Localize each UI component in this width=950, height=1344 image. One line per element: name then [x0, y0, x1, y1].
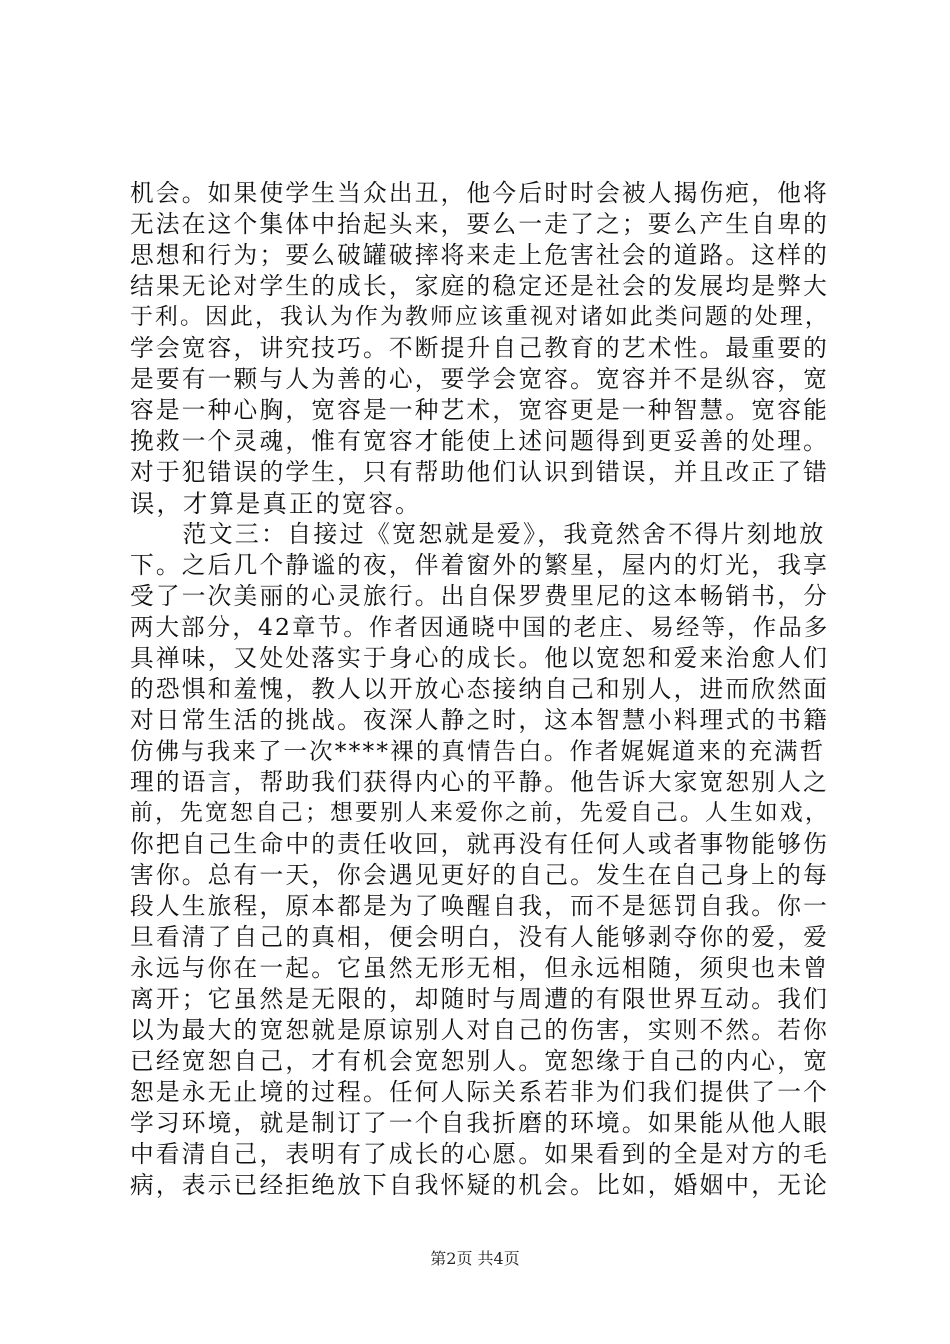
body-text	[130, 178, 830, 1201]
text-line: 范文三：自接过《宽恕就是爱》，我竟然舍不得片刻地放	[130, 520, 826, 548]
text-line: 的恐惧和羞愧，教人以开放心态接纳自己和别人，进而欣然面	[130, 675, 829, 703]
text-line: 具禅味，又处处落实于身心的成长。他以宽恕和爱来治愈人们	[130, 644, 829, 672]
text-line: 对于犯错误的学生，只有帮助他们认识到错误，并且改正了错	[130, 458, 829, 486]
text-line: 以为最大的宽恕就是原谅别人对自己的伤害，实则不然。若你	[130, 1016, 829, 1044]
text-line: 下。之后几个静谧的夜，伴着窗外的繁星，屋内的灯光，我享	[130, 551, 829, 579]
text-line: 是要有一颗与人为善的心，要学会宽容。宽容并不是纵容，宽	[130, 365, 829, 393]
text-line: 病，表示已经拒绝放下自我怀疑的机会。比如，婚姻中，无论	[130, 1171, 829, 1199]
text-line: 误，才算是真正的宽容。	[130, 489, 422, 518]
text-line: 学会宽容，讲究技巧。不断提升自己教育的艺术性。最重要的	[130, 334, 829, 362]
page-footer: 第2页 共4页	[430, 1249, 520, 1268]
text-line: 对日常生活的挑战。夜深人静之时，这本智慧小料理式的书籍	[130, 706, 829, 734]
text-line: 旦看清了自己的真相，便会明白，没有人能够剥夺你的爱，爱	[130, 923, 829, 951]
text-line: 无法在这个集体中抬起头来，要么一走了之；要么产生自卑的	[130, 210, 829, 238]
text-line: 前，先宽恕自己；想要别人来爱你之前，先爱自己。人生如戏，	[130, 800, 830, 826]
text-line: 结果无论对学生的成长，家庭的稳定还是社会的发展均是弊大	[130, 272, 829, 300]
text-line: 理的语言，帮助我们获得内心的平静。他告诉大家宽恕别人之	[130, 768, 829, 796]
text-line: 中看清自己，表明有了成长的心愿。如果看到的全是对方的毛	[130, 1140, 829, 1168]
text-line: 思想和行为；要么破罐破摔将来走上危害社会的道路。这样的	[130, 241, 829, 269]
text-line: 永远与你在一起。它虽然无形无相，但永远相随，须臾也未曾	[130, 954, 829, 982]
text-line: 你把自己生命中的责任收回，就再没有任何人或者事物能够伤	[130, 830, 829, 858]
text-line: 容是一种心胸，宽容是一种艺术，宽容更是一种智慧。宽容能	[130, 396, 829, 424]
text-line: 挽救一个灵魂，惟有宽容才能使上述问题得到更妥善的处理。	[130, 427, 829, 455]
text-line: 恕是永无止境的过程。任何人际关系若非为们我们提供了一个	[130, 1078, 829, 1106]
text-line: 学习环境，就是制订了一个自我折磨的环境。如果能从他人眼	[130, 1109, 829, 1137]
text-line: 两大部分，42章节。作者因通晓中国的老庄、易经等，作品多	[130, 613, 830, 641]
text-line: 害你。总有一天，你会遇见更好的自己。发生在自己身上的每	[130, 861, 829, 889]
text-line: 仿佛与我来了一次****裸的真情告白。作者娓娓道来的充满哲	[130, 737, 826, 765]
text-line: 段人生旅程，原本都是为了唤醒自我，而不是惩罚自我。你一	[130, 892, 829, 920]
text-line: 于利。因此，我认为作为教师应该重视对诸如此类问题的处理，	[130, 304, 830, 330]
text-line: 离开；它虽然是无限的，却随时与周遭的有限世界互动。我们	[130, 985, 829, 1013]
text-line: 机会。如果使学生当众出丑，他今后时时会被人揭伤疤，他将	[130, 179, 829, 207]
text-line: 受了一次美丽的心灵旅行。出自保罗费里尼的这本畅销书，分	[130, 582, 829, 610]
text-line: 已经宽恕自己，才有机会宽恕别人。宽恕缘于自己的内心，宽	[130, 1047, 829, 1075]
